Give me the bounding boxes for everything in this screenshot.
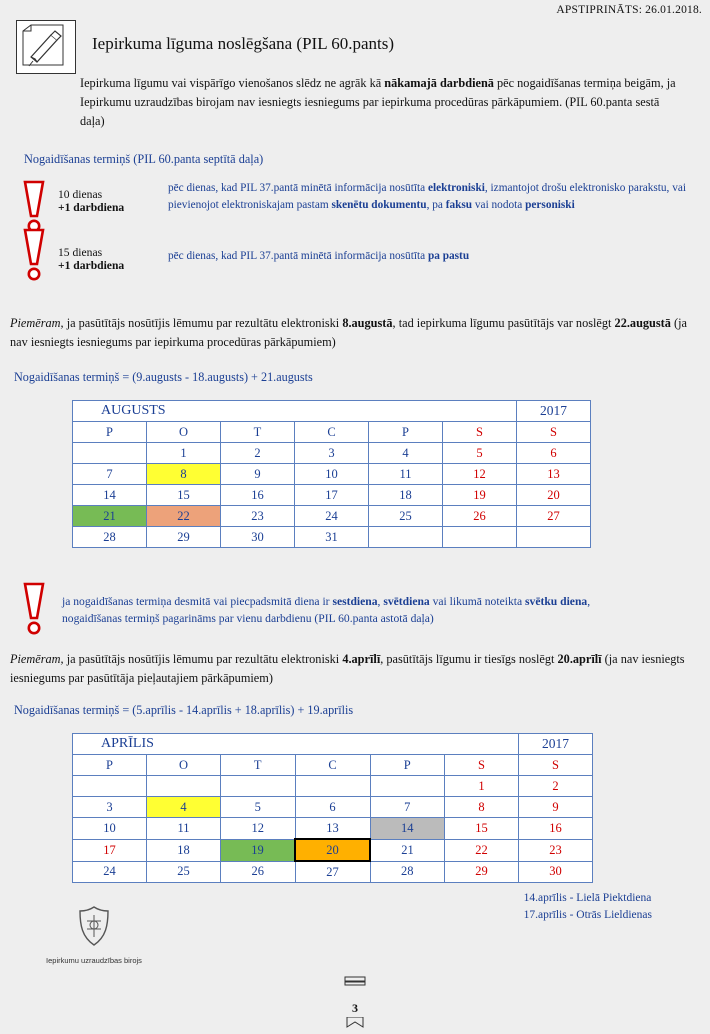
calendar-day-cell	[147, 776, 221, 797]
calendar-week-row	[73, 861, 593, 883]
page-title: Iepirkuma līguma noslēgšana (PIL 60.pants)	[92, 34, 394, 53]
calendar-day-cell: 22	[147, 506, 221, 527]
calendar-year: 2017	[517, 401, 591, 422]
calendar-day-cell: 12	[221, 818, 296, 840]
term-1-days	[58, 188, 124, 214]
weekday-header: S	[517, 422, 591, 443]
calculation-2: Nogaidīšanas termiņš = (5.aprīlis - 14.aprīlis + 18.aprīlis) + 19.aprīlis	[14, 703, 354, 717]
intro-paragraph: Iepirkuma līgumu vai vispārīgo vienošanos slēdz ne agrāk kā nākamajā darbdienā pēc nogaidīšanas termiņa beigām, ja Iepirkumu uzraudzības birojam nav iesniegts iesniegums par iepirkuma procedūras pārkāpumiem. (PIL 60.panta sestā daļa)	[80, 76, 676, 129]
weekday-header: O	[147, 755, 221, 776]
calendar-week-row	[73, 485, 591, 506]
pen-icon	[16, 20, 76, 74]
calendar-day-cell: 8	[147, 464, 221, 485]
calendar-day-cell	[517, 527, 591, 548]
calendar-day-cell: 5	[221, 797, 296, 818]
calendar-day-cell: 7	[73, 464, 147, 485]
example-1: Piemēram, ja pasūtītājs nosūtījis lēmumu par rezultātu elektroniski 8.augustā, tad iepirkuma līgumu pasūtītājs var noslēgt 22.augustā (ja nav iesniegts iesniegums par iepirkuma procedūras pārkāpumiem)	[10, 316, 687, 350]
calendar-day-cell: 28	[73, 527, 147, 548]
calendar-week-row	[73, 443, 591, 464]
calendar-day-cell: 11	[369, 464, 443, 485]
weekday-header: O	[147, 422, 221, 443]
calendar-day-cell: 2	[221, 443, 295, 464]
term-2-days-value: 15 dienas	[58, 246, 103, 259]
weekday-header: S	[445, 755, 519, 776]
calculation-1: Nogaidīšanas termiņš = (9.augusts - 18.augusts) + 21.augusts	[14, 370, 313, 384]
weekday-header: T	[221, 422, 295, 443]
calendar-week-row	[73, 506, 591, 527]
weekday-header: P	[73, 422, 147, 443]
calendar-day-cell: 15	[147, 485, 221, 506]
calendar-day-cell: 29	[445, 861, 519, 883]
calendar-day-cell: 14	[73, 485, 147, 506]
page-number: 3	[352, 1001, 358, 1015]
calendar-day-cell: 2	[519, 776, 593, 797]
calendar-day-cell: 16	[221, 485, 295, 506]
calendar-august	[72, 400, 591, 548]
calendar-day-cell: 6	[517, 443, 591, 464]
calendar-day-cell: 24	[73, 861, 147, 883]
calendar-day-cell	[369, 527, 443, 548]
term-1-plus-value: +1 darbdiena	[58, 201, 125, 214]
calendar-day-cell: 20	[295, 839, 370, 861]
calendar-day-cell: 10	[295, 464, 369, 485]
calendar-year: 2017	[519, 734, 593, 755]
calendar-day-cell	[221, 776, 296, 797]
calendar-day-cell: 18	[147, 839, 221, 861]
calendar-day-cell: 12	[443, 464, 517, 485]
calendar-title-row	[73, 734, 593, 755]
calendar-day-cell: 6	[295, 797, 370, 818]
term-2-days	[58, 246, 124, 272]
calendar-day-cell: 27	[517, 506, 591, 527]
term-2-description: pēc dienas, kad PIL 37.pantā minētā informācija nosūtīta pa pastu	[168, 250, 470, 262]
calendar-weekday-row	[73, 422, 591, 443]
calendar-april	[72, 733, 593, 883]
calendar-day-cell: 19	[221, 839, 296, 861]
calendar-day-cell: 26	[443, 506, 517, 527]
calendar-day-cell: 1	[147, 443, 221, 464]
weekday-header: C	[295, 755, 370, 776]
calendar-day-cell: 22	[445, 839, 519, 861]
calendar-day-cell: 21	[73, 506, 147, 527]
calendar-day-cell: 24	[295, 506, 369, 527]
calendar-day-cell: 18	[369, 485, 443, 506]
calendar-day-cell: 4	[147, 797, 221, 818]
calendar-day-cell	[295, 776, 370, 797]
calendar-day-cell: 17	[73, 839, 147, 861]
calendar-day-cell: 20	[517, 485, 591, 506]
note-text: ja nogaidīšanas termiņa desmitā vai piecpadsmitā diena ir sestdiena, svētdiena vai likumā noteikta svētku diena, nogaidīšanas termiņš pagarināms par vienu darbdienu (PIL 60.panta astotā daļa)	[62, 595, 591, 626]
calendar-day-cell: 26	[221, 861, 296, 883]
weekday-header: S	[519, 755, 593, 776]
calendar-week-row	[73, 839, 593, 861]
organization-logo	[34, 905, 154, 965]
calendar-day-cell: 27	[295, 861, 370, 883]
calendar-day-cell: 30	[519, 861, 593, 883]
calendar-day-cell: 3	[295, 443, 369, 464]
calendar-day-cell: 1	[445, 776, 519, 797]
weekday-header: P	[369, 422, 443, 443]
logo-caption: Iepirkumu uzraudzības birojs	[46, 956, 142, 965]
calendar-day-cell: 28	[370, 861, 445, 883]
calendar-month-name: APRĪLIS	[73, 734, 519, 755]
calendar-day-cell: 5	[443, 443, 517, 464]
calendar-day-cell	[73, 443, 147, 464]
holiday-item-2: 17.aprīlis - Otrās Lieldienas	[523, 908, 652, 921]
exclamation-icon-3	[22, 582, 48, 634]
weekday-header: C	[295, 422, 369, 443]
calendar-weekday-row	[73, 755, 593, 776]
bookmark-tail-icon	[342, 1017, 368, 1029]
waiting-period-heading: Nogaidīšanas termiņš (PIL 60.panta septītā daļa)	[24, 152, 264, 166]
calendar-day-cell: 31	[295, 527, 369, 548]
term-1-description: pēc dienas, kad PIL 37.pantā minētā informācija nosūtīta elektroniski, izmantojot drošu elektronisko parakstu, vai pievienojot elektroniskajam pastam skenētu dokumentu, pa faksu vai nodota personiski	[168, 182, 686, 211]
exclamation-icon-2	[22, 228, 48, 280]
calendar-day-cell: 15	[445, 818, 519, 840]
calendar-day-cell: 3	[73, 797, 147, 818]
calendar-day-cell: 9	[519, 797, 593, 818]
calendar-day-cell: 13	[517, 464, 591, 485]
calendar-week-row	[73, 818, 593, 840]
weekday-header: T	[221, 755, 296, 776]
calendar-day-cell	[73, 776, 147, 797]
calendar-week-row	[73, 464, 591, 485]
calendar-week-row	[73, 776, 593, 797]
weekday-header: S	[443, 422, 517, 443]
term-2-plus-value: +1 darbdiena	[58, 259, 125, 272]
page-number-badge	[342, 976, 368, 1015]
calendar-day-cell: 9	[221, 464, 295, 485]
calendar-day-cell	[443, 527, 517, 548]
holiday-item-1: 14.aprīlis - Lielā Piektdiena	[523, 892, 652, 904]
calendar-day-cell: 4	[369, 443, 443, 464]
crest-icon	[74, 905, 114, 947]
calendar-month-name: AUGUSTS	[73, 401, 517, 422]
calendar-day-cell: 25	[147, 861, 221, 883]
calendar-day-cell: 19	[443, 485, 517, 506]
calendar-day-cell: 14	[370, 818, 445, 840]
calendar-day-cell: 7	[370, 797, 445, 818]
calendar-day-cell: 8	[445, 797, 519, 818]
weekday-header: P	[370, 755, 445, 776]
calendar-day-cell: 13	[295, 818, 370, 840]
calendar-day-cell: 21	[370, 839, 445, 861]
calendar-day-cell: 16	[519, 818, 593, 840]
calendar-day-cell: 11	[147, 818, 221, 840]
example-2: Piemēram, ja pasūtītājs nosūtījis lēmumu par rezultātu elektroniski 4.aprīlī, pasūtītājs līgumu ir tiesīgs noslēgt 20.aprīlī (ja nav iesniegts iesniegums par pasūtītāja pieļautajiem pārkāpumiem)	[10, 652, 685, 686]
calendar-day-cell: 17	[295, 485, 369, 506]
holiday-notes	[524, 890, 652, 923]
calendar-day-cell: 10	[73, 818, 147, 840]
weekday-header: P	[73, 755, 147, 776]
document-header	[0, 18, 710, 70]
exclamation-icon	[22, 180, 48, 232]
calendar-week-row	[73, 527, 591, 548]
calendar-day-cell: 23	[221, 506, 295, 527]
calendar-day-cell: 30	[221, 527, 295, 548]
calendar-week-row	[73, 797, 593, 818]
bookmark-icon	[342, 976, 368, 996]
calendar-day-cell: 23	[519, 839, 593, 861]
calendar-title-row	[73, 401, 591, 422]
calendar-day-cell: 25	[369, 506, 443, 527]
calendar-day-cell	[370, 776, 445, 797]
calendar-day-cell: 29	[147, 527, 221, 548]
approval-date: APSTIPRINĀTS: 26.01.2018.	[556, 4, 702, 16]
term-1-days-value: 10 dienas	[58, 188, 103, 201]
